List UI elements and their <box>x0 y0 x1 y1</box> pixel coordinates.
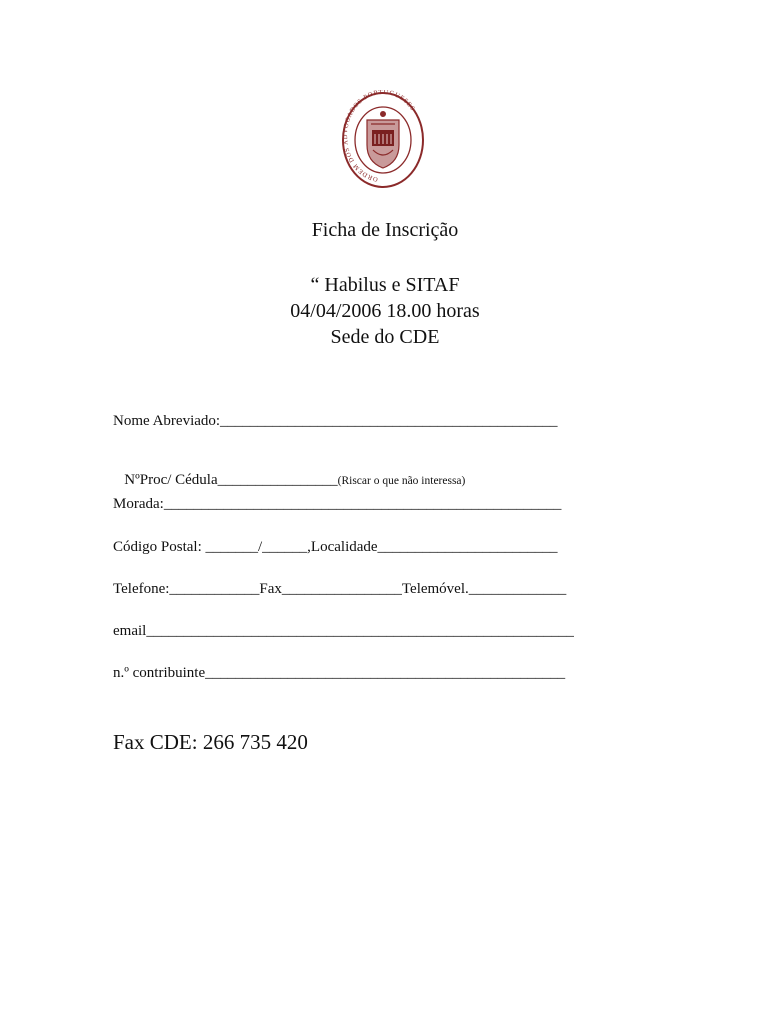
fax-cde: Fax CDE: 266 735 420 <box>113 730 308 754</box>
seal-ring-text: ORDEM DOS ADVOGADOS PORTUGUESES <box>342 90 417 183</box>
seal-graphic <box>341 90 425 190</box>
telefone-fax-telemovel-field[interactable]: Telefone:____________Fax________________Telemóvel._____________ <box>113 581 567 597</box>
proc-cedula-field[interactable] <box>113 455 465 489</box>
ordem-advogados-seal <box>341 90 425 190</box>
proc-cedula-note: (Riscar o que não interessa) <box>337 475 466 487</box>
event-datetime: 04/04/2006 18.00 horas <box>290 300 480 322</box>
proc-cedula-label: NºProc/ Cédula________________ <box>120 472 338 488</box>
event-location: Sede do CDE <box>330 326 440 348</box>
contribuinte-field[interactable]: n.º contribuinte________________________________________________ <box>113 665 566 681</box>
event-name: “ Habilus e SITAF <box>310 274 460 296</box>
nome-abreviado-field[interactable]: Nome Abreviado:_____________________________________________ <box>113 413 558 429</box>
email-field[interactable]: email_________________________________________________________ <box>113 623 574 639</box>
codigo-postal-field[interactable]: Código Postal: _______/______,Localidade________________________ <box>113 539 558 555</box>
event-details <box>0 272 770 350</box>
morada-field[interactable]: Morada:_____________________________________________________ <box>113 496 562 512</box>
form-title: Ficha de Inscrição <box>311 219 459 241</box>
